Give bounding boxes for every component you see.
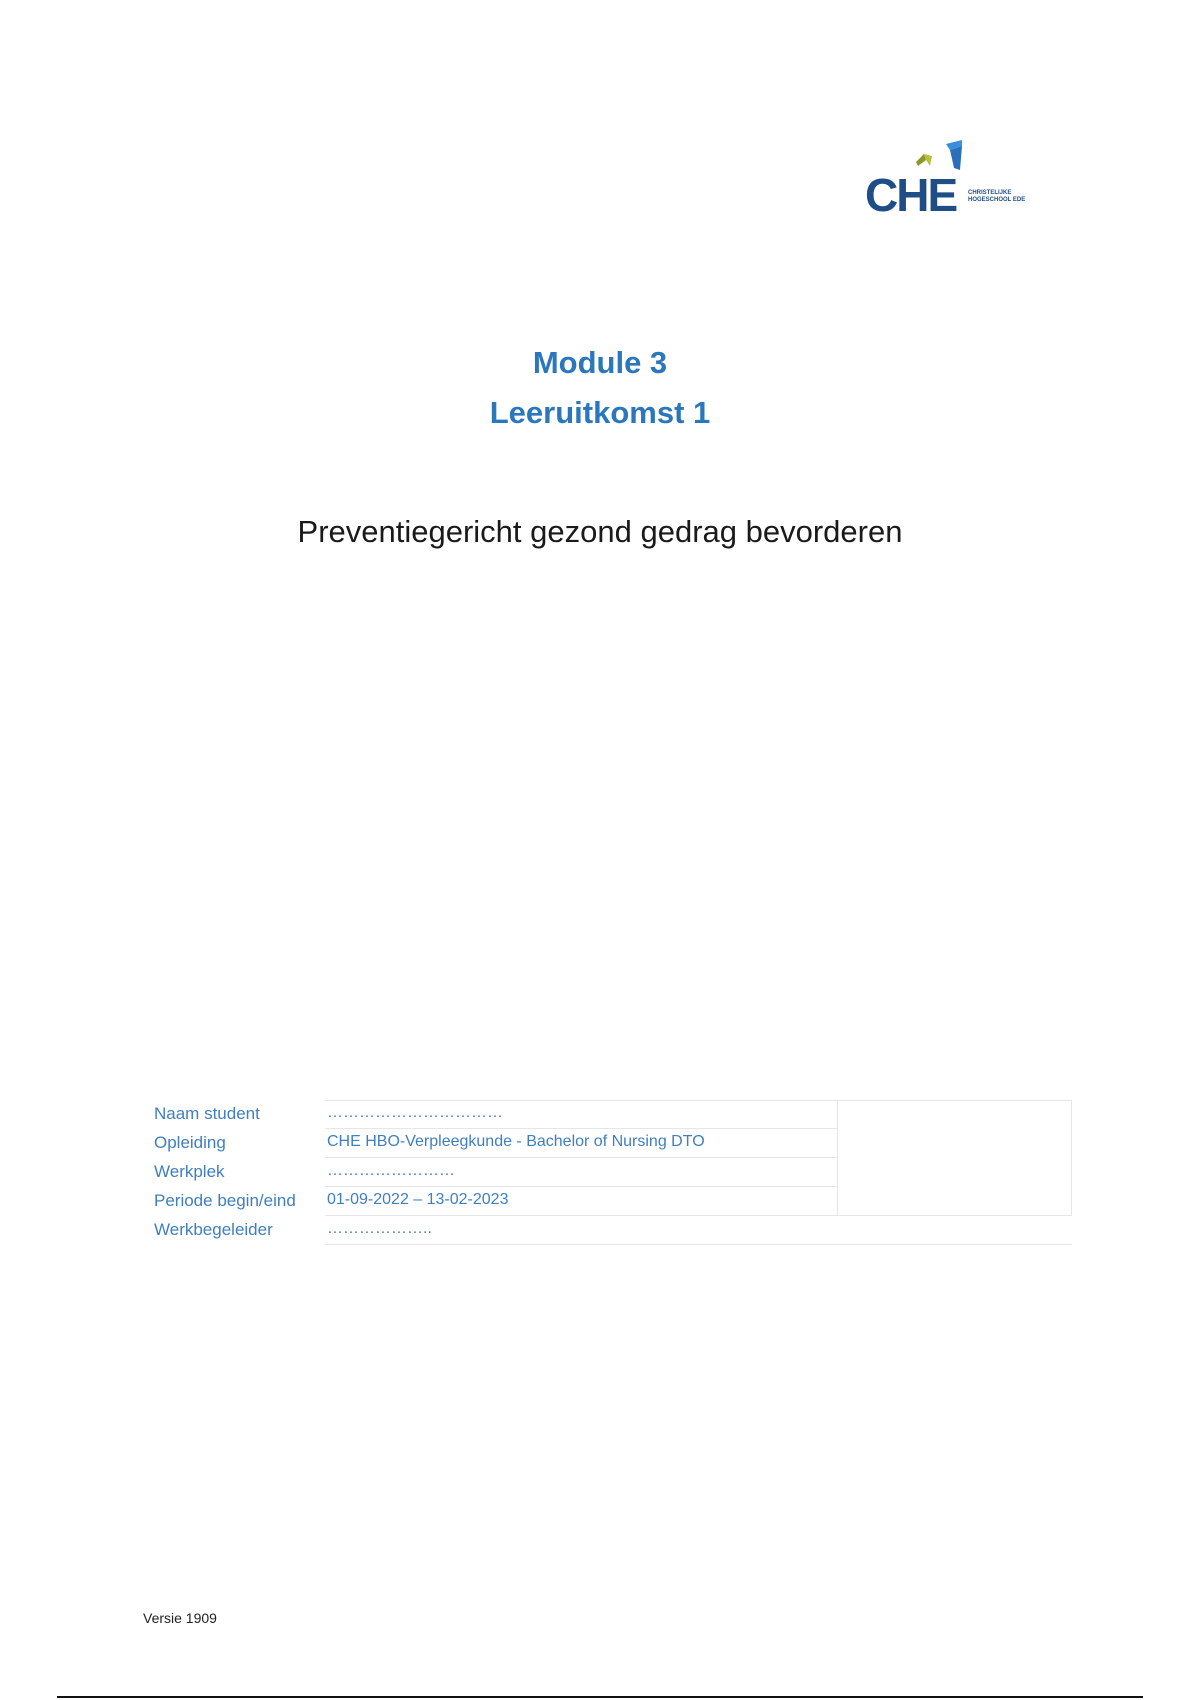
row-label: Opleiding: [154, 1133, 226, 1152]
che-logo: [862, 140, 1026, 221]
table-row: [150, 1187, 1072, 1216]
row-value: ……………………………: [327, 1104, 503, 1121]
table-rule: [837, 1100, 838, 1215]
table-rule: [1071, 1100, 1072, 1215]
row-value: ……………………: [327, 1162, 455, 1179]
table-row: [150, 1100, 1072, 1129]
title-block: [0, 338, 1200, 438]
row-label: Naam student: [154, 1104, 260, 1123]
student-info-table: [150, 1100, 1072, 1245]
row-value: CHE HBO-Verpleegkunde - Bachelor of Nursing DTO: [327, 1133, 705, 1150]
version-label: Versie 1909: [143, 1610, 217, 1626]
document-subtitle: Preventiegericht gezond gedrag bevorderen: [297, 514, 903, 549]
module-title: Module 3: [532, 345, 668, 380]
row-label: Periode begin/eind: [154, 1191, 296, 1210]
table-rule: [325, 1128, 837, 1129]
row-value: 01-09-2022 – 13-02-2023: [327, 1191, 509, 1208]
table-row: [150, 1129, 1072, 1158]
table-rule: [325, 1186, 837, 1187]
logo-subtext: CHRISTELIJKE HOGESCHOOL EDE: [968, 190, 1026, 203]
table-row: [150, 1158, 1072, 1187]
table-rule: [325, 1215, 1072, 1216]
row-label: Werkbegeleider: [154, 1220, 273, 1239]
learning-outcome-title: Leeruitkomst 1: [489, 395, 711, 430]
logo-text: CHE: [865, 169, 957, 221]
footer-divider: [57, 1696, 1143, 1698]
table-rule: [325, 1244, 1072, 1245]
row-label: Werkplek: [154, 1162, 225, 1181]
table-rule: [325, 1157, 837, 1158]
row-value: ………………..: [327, 1220, 432, 1237]
table-row: [150, 1216, 1072, 1245]
table-rule: [325, 1100, 1072, 1101]
